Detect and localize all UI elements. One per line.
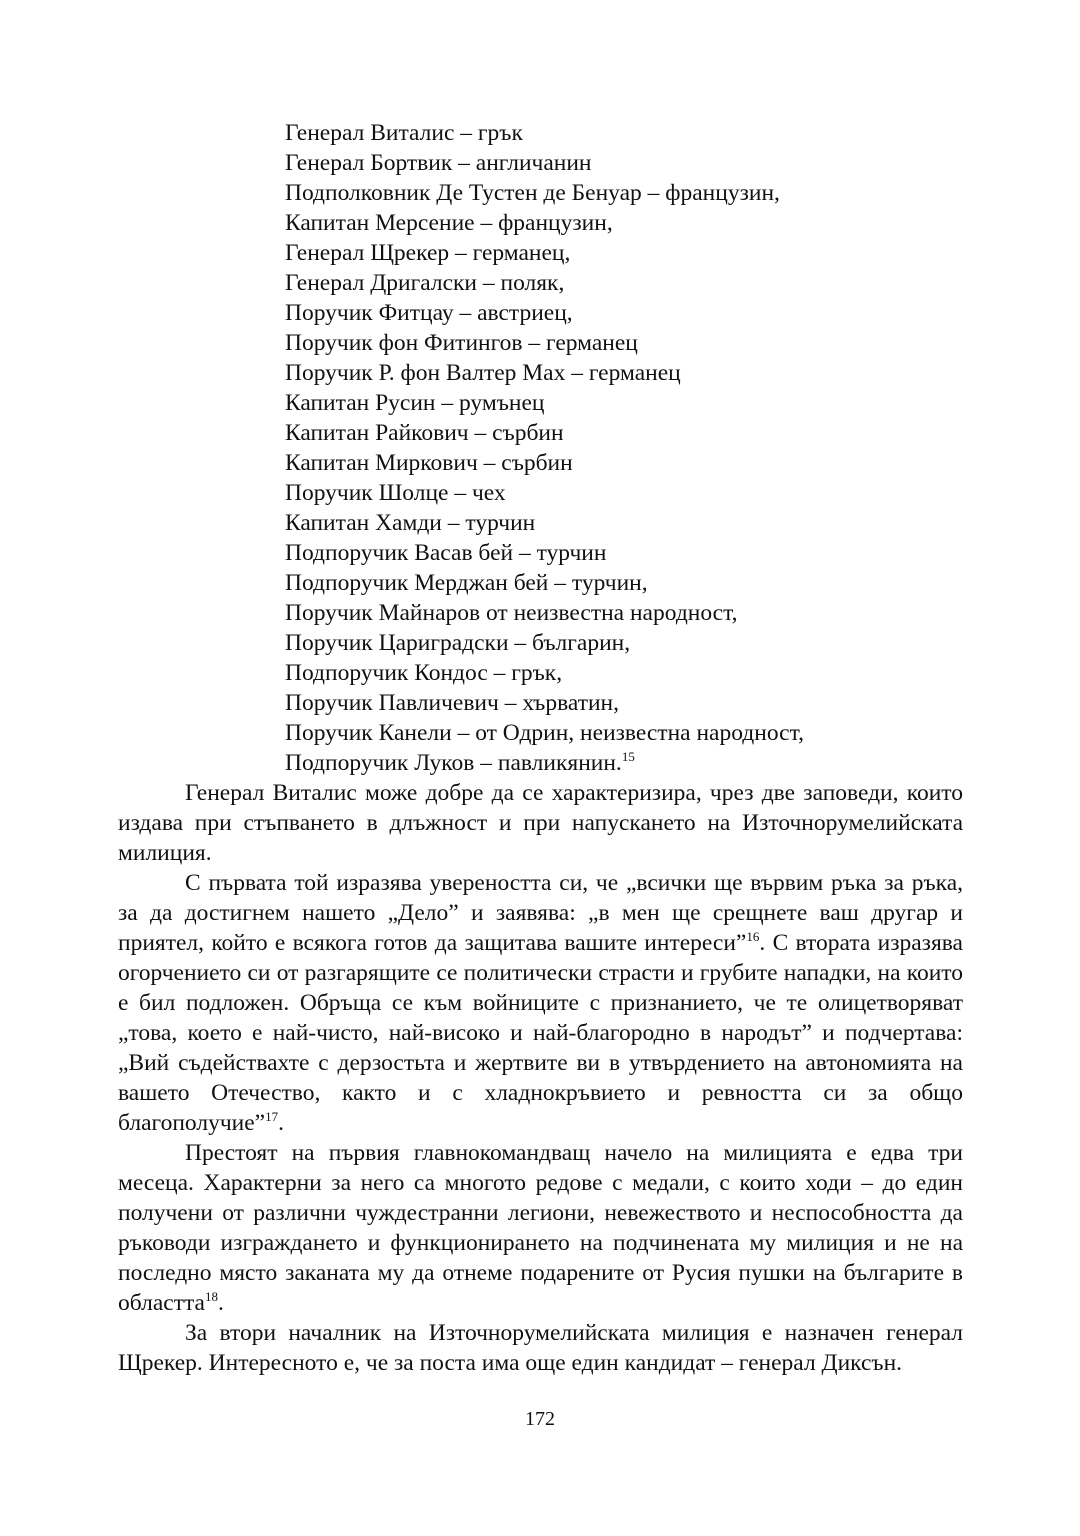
- officer-list-item: Генерал Дригалски – поляк,: [285, 270, 565, 296]
- body-text: [118, 778, 963, 1378]
- officer-list-item: Подполковник Де Тустен де Бенуар – французин,: [285, 180, 780, 206]
- officer-list: [285, 118, 804, 778]
- officer-list-item: Подпоручик Васав бей – турчин: [285, 540, 607, 566]
- footnote-marker: 17: [265, 1109, 279, 1125]
- officer-list-item: Поручик Шолце – чех: [285, 480, 506, 506]
- officer-list-item: Подпоручик Мерджан бей – турчин,: [285, 570, 648, 596]
- officer-list-item: Поручик Павличевич – хърватин,: [285, 690, 619, 716]
- paragraph: Престоят на първия главнокомандващ начело на милицията е едва три месеца. Характерни за него са многото редове с медали, с които ходи – до един получени от различни чуждестранни легиони, невежеството и неспособността да ръководи изграждането и функционирането на подчинената му милиция и не на последно място заканата му да отнеме подарените от Русия пушки на българите в областта$^{18}$.: [118, 1140, 963, 1316]
- officer-list-item: Подпоручик Кондос – грък,: [285, 660, 563, 686]
- officer-list-item: Поручик фон Фитингов – германец: [285, 330, 638, 356]
- paragraph: За втори началник на Източнорумелийската милиция е назначен генерал Щрекер. Интересното е, че за поста има още един кандидат – генерал Диксън.: [118, 1320, 963, 1376]
- page-number: 172: [525, 1408, 555, 1430]
- footnote-marker: 15: [621, 749, 635, 765]
- paragraph: С първата той изразява увереността си, че „всички ще вървим ръка за ръка, за да достигнем нашето „Дело” и заявява: „в мен ще срещнете ваш другар и приятел, който е всякога готов да защитава вашите интереси”$^{16}$. С втората изразява огорчението си от разгарящите се политически страсти и грубите нападки, на които е бил подложен. Обръща се към войниците с признанието, че те олицетворяват „това, което е най-чисто, най-високо и най-благородно в народът” и подчертава: „Вий съдействахте с дерзостьта и жертвите ви в утвърдението на автономията на вашето Отечество, както и с хладнокръвието и ревността си за общо благополучие”$^{17}$.: [118, 870, 963, 1136]
- officer-list-item: Капитан Миркович – сърбин: [285, 450, 573, 476]
- officer-list-item: Поручик Канели – от Одрин, неизвестна народност,: [285, 720, 804, 746]
- footnote-marker: 16: [746, 929, 760, 945]
- officer-list-item: Генерал Щрекер – германец,: [285, 240, 571, 266]
- officer-list-item: Поручик Майнаров от неизвестна народност,: [285, 600, 738, 626]
- officer-list-item: Генерал Виталис – грък: [285, 120, 523, 146]
- paragraph: Генерал Виталис може добре да се характеризира, чрез две заповеди, които издава при стъпването в длъжност и при напускането на Източнорумелийската милиция.: [118, 780, 963, 866]
- officer-list-item: Капитан Русин – румънец: [285, 390, 545, 416]
- officer-list-item: Капитан Хамди – турчин: [285, 510, 536, 536]
- officer-list-item: Поручик Фитцау – австриец,: [285, 300, 573, 326]
- officer-list-item: Подпоручик Луков – павликянин.$^{15}$: [285, 749, 635, 776]
- officer-list-item: Поручик Цариградски – българин,: [285, 630, 631, 656]
- footnote-marker: 18: [204, 1289, 218, 1305]
- officer-list-item: Генерал Бортвик – англичанин: [285, 150, 592, 176]
- officer-list-item: Поручик Р. фон Валтер Мах – германец: [285, 360, 681, 386]
- officer-list-item: Капитан Мерсение – французин,: [285, 210, 613, 236]
- officer-list-item: Капитан Райкович – сърбин: [285, 420, 564, 446]
